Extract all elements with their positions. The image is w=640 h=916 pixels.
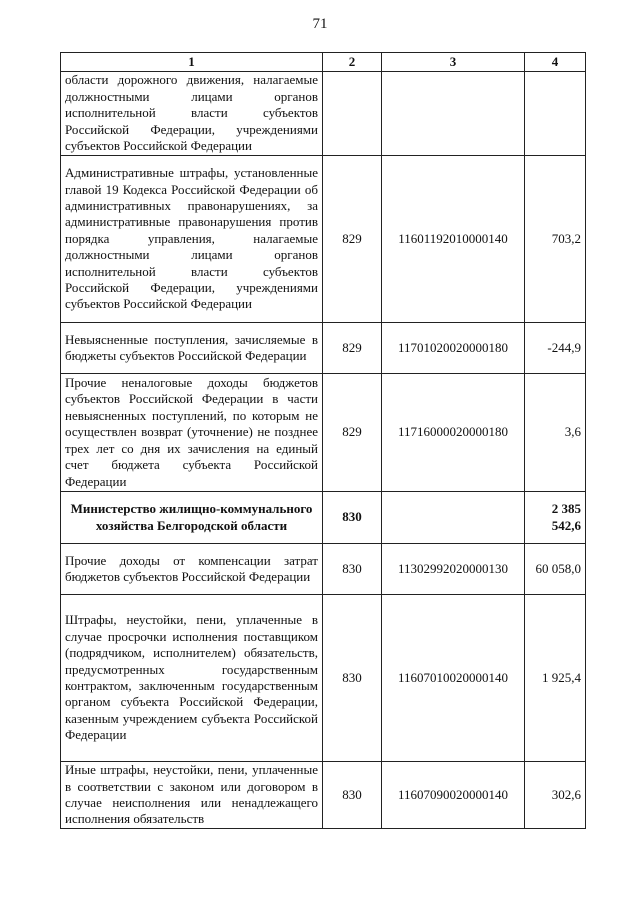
table-header-row [61, 53, 586, 72]
column-header-2: 2 [323, 53, 382, 72]
column-header-3: 3 [382, 53, 525, 72]
table-row [61, 595, 586, 762]
row-amount: -244,9 [525, 323, 586, 374]
row-amount: 703,2 [525, 156, 586, 323]
row-description: Штрафы, неустойки, пени, уплаченные в случае просрочки исполнения поставщиком (подрядчиком, исполнителем) обязательств, предусмотренных государственным контрактом, заключенным государственным органом субъекта Российской Федерации, казенным учреждением субъекта Российской Федерации [61, 595, 323, 762]
ministry-row [61, 492, 586, 544]
row-admin-code: 829 [323, 374, 382, 492]
row-description: Прочие неналоговые доходы бюджетов субъектов Российской Федерации в части невыясненных поступлений, по которым не осуществлен возврат (уточнение) не позднее трех лет со дня их зачисления на единый счет бюджета субъекта Российской Федерации [61, 374, 323, 492]
row-admin-code: 829 [323, 156, 382, 323]
row-admin-code: 830 [323, 492, 382, 544]
revenue-table [60, 52, 586, 829]
row-admin-code: 830 [323, 544, 382, 595]
table-row [61, 544, 586, 595]
row-amount: 60 058,0 [525, 544, 586, 595]
row-admin-code: 829 [323, 323, 382, 374]
ministry-name: Министерство жилищно-коммунального хозяйства Белгородской области [61, 492, 323, 544]
row-amount: 1 925,4 [525, 595, 586, 762]
column-header-4: 4 [525, 53, 586, 72]
row-amount [525, 72, 586, 156]
row-admin-code: 830 [323, 762, 382, 829]
row-description: Иные штрафы, неустойки, пени, уплаченные в соответствии с законом или договором в случае неисполнения или ненадлежащего исполнения обязательств [61, 762, 323, 829]
row-budget-code [382, 492, 525, 544]
table-row [61, 72, 586, 156]
table-row [61, 374, 586, 492]
row-budget-code: 11701020020000180 [382, 323, 525, 374]
row-description: Административные штрафы, установленные главой 19 Кодекса Российской Федерации об административных правонарушениях, за административные правонарушения против порядка управления, налагаемые должностными лицами органов исполнительной власти субъектов Российской Федерации, учреждениями субъектов Российской Федерации [61, 156, 323, 323]
row-budget-code [382, 72, 525, 156]
row-budget-code: 11716000020000180 [382, 374, 525, 492]
column-header-1: 1 [61, 53, 323, 72]
row-budget-code: 11607010020000140 [382, 595, 525, 762]
row-amount: 302,6 [525, 762, 586, 829]
row-amount: 3,6 [525, 374, 586, 492]
page-number: 71 [312, 16, 328, 32]
row-budget-code: 11607090020000140 [382, 762, 525, 829]
table-row [61, 762, 586, 829]
row-amount: 2 385 542,6 [525, 492, 586, 544]
row-budget-code: 11601192010000140 [382, 156, 525, 323]
row-description: Невыясненные поступления, зачисляемые в бюджеты субъектов Российской Федерации [61, 323, 323, 374]
row-admin-code [323, 72, 382, 156]
row-budget-code: 11302992020000130 [382, 544, 525, 595]
row-description: области дорожного движения, налагаемые должностными лицами органов исполнительной власти субъектов Российской Федерации, учреждениями субъектов Российской Федерации [61, 72, 323, 156]
row-admin-code: 830 [323, 595, 382, 762]
table-row [61, 156, 586, 323]
row-description: Прочие доходы от компенсации затрат бюджетов субъектов Российской Федерации [61, 544, 323, 595]
table-row [61, 323, 586, 374]
